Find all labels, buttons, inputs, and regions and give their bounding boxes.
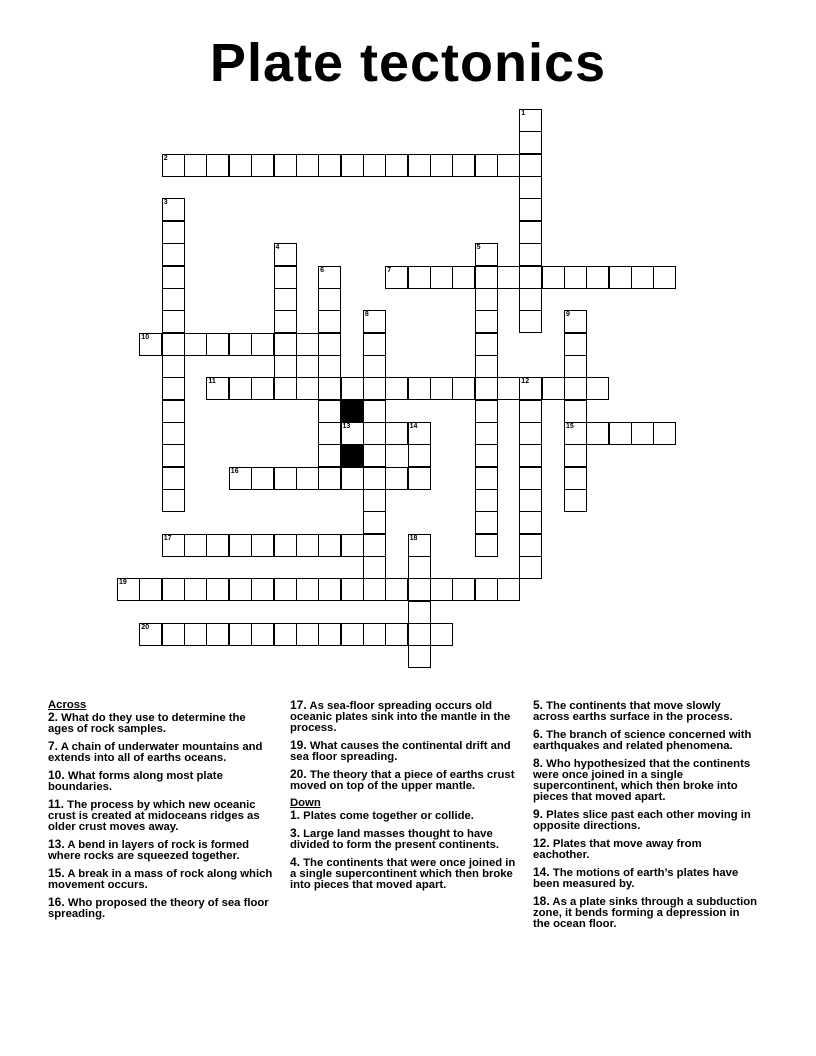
- grid-cell[interactable]: [251, 623, 274, 646]
- grid-cell[interactable]: [318, 444, 341, 467]
- grid-cell[interactable]: [519, 176, 542, 199]
- grid-cell[interactable]: [519, 198, 542, 221]
- down-clue: [533, 896, 759, 930]
- clue-label: 12.: [533, 836, 550, 850]
- down-clue: [533, 809, 759, 832]
- grid-cell[interactable]: [408, 578, 431, 601]
- grid-cell[interactable]: [274, 355, 297, 378]
- grid-cell[interactable]: [408, 623, 431, 646]
- grid-cell[interactable]: [162, 422, 185, 445]
- grid-cell[interactable]: [162, 154, 185, 177]
- grid-cell[interactable]: [296, 578, 319, 601]
- grid-cell[interactable]: [475, 310, 498, 333]
- grid-cell[interactable]: [296, 333, 319, 356]
- clue-label: 5.: [533, 698, 544, 712]
- grid-cell[interactable]: [162, 333, 185, 356]
- across-clue: [290, 740, 516, 763]
- clue-text: Who proposed the theory of sea floor spreading.: [48, 897, 269, 920]
- clue-label: 17.: [290, 698, 307, 712]
- clue-text: What do they use to determine the ages of rock samples.: [48, 712, 246, 735]
- grid-cell[interactable]: [363, 154, 386, 177]
- grid-cell[interactable]: [274, 467, 297, 490]
- grid-cell[interactable]: [475, 333, 498, 356]
- grid-cell[interactable]: [519, 221, 542, 244]
- grid-cell[interactable]: [274, 310, 297, 333]
- grid-cell[interactable]: [385, 154, 408, 177]
- grid-cell[interactable]: [341, 534, 364, 557]
- grid-cell[interactable]: [162, 578, 185, 601]
- grid-cell[interactable]: [564, 266, 587, 289]
- clue-text: As a plate sinks through a subduction zone, it bends forming a depression in the ocean floor.: [533, 896, 758, 930]
- clue-label: 10.: [48, 768, 65, 782]
- grid-cell[interactable]: [318, 422, 341, 445]
- down-clue: [533, 838, 759, 861]
- grid-cell[interactable]: [162, 355, 185, 378]
- grid-cell[interactable]: [206, 154, 229, 177]
- across-clue: [290, 700, 516, 734]
- grid-cell[interactable]: [296, 154, 319, 177]
- grid-cell[interactable]: [363, 623, 386, 646]
- grid-cell[interactable]: [363, 444, 386, 467]
- grid-cell[interactable]: [408, 266, 431, 289]
- grid-cell[interactable]: [475, 511, 498, 534]
- grid-cell[interactable]: [564, 444, 587, 467]
- grid-cell[interactable]: [408, 556, 431, 579]
- clue-number: 6: [320, 266, 324, 274]
- grid-cell[interactable]: [162, 198, 185, 221]
- grid-cell[interactable]: [430, 623, 453, 646]
- grid-cell[interactable]: [184, 534, 207, 557]
- grid-cell[interactable]: [564, 467, 587, 490]
- grid-cell[interactable]: [341, 154, 364, 177]
- grid-cell[interactable]: [229, 154, 252, 177]
- down-clue: [290, 828, 516, 851]
- grid-cell[interactable]: [162, 288, 185, 311]
- grid-cell[interactable]: [274, 266, 297, 289]
- grid-cell[interactable]: [631, 422, 654, 445]
- grid-cell[interactable]: [341, 422, 364, 445]
- grid-cell[interactable]: [519, 154, 542, 177]
- clue-label: 11.: [48, 797, 65, 811]
- clue-text: A bend in layers of rock is formed where rocks are squeezed together.: [48, 839, 250, 862]
- grid-cell[interactable]: [296, 623, 319, 646]
- grid-cell[interactable]: [251, 578, 274, 601]
- grid-cell[interactable]: [251, 467, 274, 490]
- grid-cell[interactable]: [385, 623, 408, 646]
- grid-cell[interactable]: [251, 377, 274, 400]
- grid-cell[interactable]: [586, 377, 609, 400]
- clue-number: 16: [230, 467, 239, 475]
- clue-label: 18.: [533, 894, 550, 908]
- grid-cell[interactable]: [274, 377, 297, 400]
- clue-number: 14: [409, 422, 418, 430]
- grid-cell[interactable]: [162, 266, 185, 289]
- clue-text: What forms along most plate boundaries.: [48, 770, 223, 793]
- grid-cell[interactable]: [452, 266, 475, 289]
- grid-cell[interactable]: [139, 623, 162, 646]
- grid-cell[interactable]: [206, 377, 229, 400]
- grid-cell[interactable]: [296, 467, 319, 490]
- grid-cell[interactable]: [408, 444, 431, 467]
- grid-cell[interactable]: [162, 489, 185, 512]
- clue-text: A break in a mass of rock along which movement occurs.: [48, 868, 273, 891]
- grid-cell[interactable]: [408, 422, 431, 445]
- grid-cell[interactable]: [475, 377, 498, 400]
- grid-cell[interactable]: [318, 333, 341, 356]
- across-clue: [48, 770, 274, 793]
- grid-cell[interactable]: [475, 489, 498, 512]
- grid-cell[interactable]: [296, 377, 319, 400]
- grid-cell[interactable]: [318, 310, 341, 333]
- grid-cell[interactable]: [318, 266, 341, 289]
- grid-cell[interactable]: [274, 333, 297, 356]
- across-clue: [48, 897, 274, 920]
- grid-cell[interactable]: [341, 578, 364, 601]
- grid-cell[interactable]: [318, 400, 341, 423]
- grid-cell[interactable]: [274, 623, 297, 646]
- grid-cell[interactable]: [586, 266, 609, 289]
- grid-cell[interactable]: [475, 400, 498, 423]
- clue-text: The theory that a piece of earths crust moved on top of the upper mantle.: [290, 769, 515, 792]
- clue-column-1: [48, 700, 274, 926]
- grid-cell[interactable]: [229, 578, 252, 601]
- clue-number: 19: [119, 579, 127, 587]
- grid-cell[interactable]: [341, 467, 364, 490]
- clue-number: 4: [275, 244, 280, 252]
- grid-cell[interactable]: [162, 467, 185, 490]
- black-cell: [341, 400, 364, 423]
- down-clue: [533, 729, 759, 752]
- grid-cell[interactable]: [475, 288, 498, 311]
- grid-cell[interactable]: [653, 422, 676, 445]
- clue-number: 8: [364, 311, 369, 319]
- grid-cell[interactable]: [519, 243, 542, 266]
- grid-cell[interactable]: [363, 534, 386, 557]
- grid-cell[interactable]: [229, 377, 252, 400]
- grid-cell[interactable]: [385, 422, 408, 445]
- grid-cell[interactable]: [452, 377, 475, 400]
- grid-cell[interactable]: [117, 578, 140, 601]
- grid-cell[interactable]: [542, 266, 565, 289]
- grid-cell[interactable]: [184, 623, 207, 646]
- grid-cell[interactable]: [519, 377, 542, 400]
- clue-text: The branch of science concerned with earthquakes and related phenomena.: [533, 729, 752, 752]
- grid-cell[interactable]: [229, 467, 252, 490]
- grid-cell[interactable]: [274, 288, 297, 311]
- grid-cell[interactable]: [475, 444, 498, 467]
- grid-cell[interactable]: [519, 422, 542, 445]
- clue-number: 3: [163, 199, 168, 207]
- grid-cell[interactable]: [452, 578, 475, 601]
- grid-cell[interactable]: [408, 601, 431, 624]
- down-header: Down: [290, 797, 321, 809]
- grid-cell[interactable]: [475, 422, 498, 445]
- grid-cell[interactable]: [318, 377, 341, 400]
- clue-text: Large land masses thought to have divided to form the present continents.: [290, 828, 500, 851]
- grid-cell[interactable]: [363, 355, 386, 378]
- clue-text: As sea-floor spreading occurs old oceanic plates sink into the mantle in the process.: [290, 700, 511, 734]
- grid-cell[interactable]: [564, 333, 587, 356]
- grid-cell[interactable]: [318, 154, 341, 177]
- grid-cell[interactable]: [162, 243, 185, 266]
- grid-cell[interactable]: [385, 377, 408, 400]
- grid-cell[interactable]: [519, 288, 542, 311]
- grid-cell[interactable]: [408, 645, 431, 668]
- grid-cell[interactable]: [385, 578, 408, 601]
- grid-cell[interactable]: [229, 623, 252, 646]
- across-clue: [48, 741, 274, 764]
- grid-cell[interactable]: [206, 333, 229, 356]
- grid-cell[interactable]: [363, 511, 386, 534]
- grid-cell[interactable]: [519, 266, 542, 289]
- grid-cell[interactable]: [318, 623, 341, 646]
- grid-cell[interactable]: [586, 422, 609, 445]
- grid-cell[interactable]: [251, 333, 274, 356]
- grid-cell[interactable]: [475, 534, 498, 557]
- clue-number: 13: [342, 422, 351, 430]
- grid-cell[interactable]: [139, 333, 162, 356]
- clue-number: 12: [521, 378, 530, 386]
- grid-cell[interactable]: [184, 154, 207, 177]
- grid-cell[interactable]: [564, 489, 587, 512]
- grid-cell[interactable]: [497, 377, 520, 400]
- clue-label: 8.: [533, 756, 544, 770]
- grid-cell[interactable]: [363, 578, 386, 601]
- grid-cell[interactable]: [296, 534, 319, 557]
- grid-cell[interactable]: [564, 310, 587, 333]
- grid-cell[interactable]: [519, 131, 542, 154]
- grid-cell[interactable]: [206, 623, 229, 646]
- clue-label: 19.: [290, 738, 307, 752]
- clue-number: 18: [409, 534, 418, 542]
- grid-cell[interactable]: [653, 266, 676, 289]
- clue-text: Plates that move away from eachother.: [533, 838, 702, 861]
- grid-cell[interactable]: [318, 467, 341, 490]
- clue-column-3: [533, 700, 759, 936]
- grid-cell[interactable]: [497, 154, 520, 177]
- down-clue: [533, 758, 759, 803]
- clue-number: 5: [476, 244, 481, 252]
- grid-cell[interactable]: [318, 534, 341, 557]
- grid-cell[interactable]: [519, 444, 542, 467]
- grid-cell[interactable]: [162, 534, 185, 557]
- grid-cell[interactable]: [564, 377, 587, 400]
- grid-cell[interactable]: [363, 467, 386, 490]
- down-clue: [533, 700, 759, 723]
- clue-number: 15: [566, 422, 574, 430]
- grid-cell[interactable]: [609, 266, 632, 289]
- across-clue: [48, 839, 274, 862]
- grid-cell[interactable]: [363, 400, 386, 423]
- clue-label: 20.: [290, 767, 307, 781]
- clue-label: 1.: [290, 808, 301, 822]
- grid-cell[interactable]: [341, 623, 364, 646]
- clue-number: 17: [163, 534, 172, 542]
- grid-cell[interactable]: [274, 578, 297, 601]
- grid-cell[interactable]: [251, 534, 274, 557]
- clue-label: 14.: [533, 865, 550, 879]
- grid-cell[interactable]: [564, 355, 587, 378]
- clue-number: 20: [141, 624, 150, 632]
- clue-number: 10: [141, 333, 150, 341]
- clue-label: 7.: [48, 739, 59, 753]
- grid-cell[interactable]: [564, 400, 587, 423]
- clue-column-2: [290, 700, 516, 897]
- clue-text: What causes the continental drift and sea floor spreading.: [290, 740, 511, 763]
- grid-cell[interactable]: [229, 333, 252, 356]
- grid-cell[interactable]: [162, 377, 185, 400]
- grid-cell[interactable]: [274, 534, 297, 557]
- grid-cell[interactable]: [363, 422, 386, 445]
- across-header: Across: [48, 699, 87, 711]
- grid-cell[interactable]: [139, 578, 162, 601]
- grid-cell[interactable]: [363, 310, 386, 333]
- grid-cell[interactable]: [385, 467, 408, 490]
- clue-number: 1: [521, 110, 526, 117]
- grid-cell[interactable]: [519, 511, 542, 534]
- grid-cell[interactable]: [519, 534, 542, 557]
- clue-label: 16.: [48, 895, 65, 909]
- clue-label: 2.: [48, 710, 59, 724]
- grid-cell[interactable]: [631, 266, 654, 289]
- grid-cell[interactable]: [184, 578, 207, 601]
- across-clue: [48, 799, 274, 833]
- grid-cell[interactable]: [318, 355, 341, 378]
- grid-cell[interactable]: [430, 266, 453, 289]
- grid-cell[interactable]: [542, 377, 565, 400]
- down-clue: [290, 857, 516, 891]
- grid-cell[interactable]: [162, 623, 185, 646]
- clue-number: 9: [566, 311, 570, 319]
- clue-label: 3.: [290, 826, 301, 840]
- grid-cell[interactable]: [363, 333, 386, 356]
- clue-text: Who hypothesized that the continents were once joined in a single supercontinent, which then broke into pieces that moved apart.: [533, 758, 751, 803]
- clue-label: 6.: [533, 727, 544, 741]
- grid-cell[interactable]: [430, 578, 453, 601]
- clue-label: 15.: [48, 866, 65, 880]
- across-clue: [290, 769, 516, 792]
- grid-cell[interactable]: [385, 266, 408, 289]
- grid-cell[interactable]: [184, 333, 207, 356]
- across-clue: [48, 868, 274, 891]
- grid-cell[interactable]: [475, 154, 498, 177]
- clue-text: Plates come together or collide.: [300, 810, 474, 822]
- clue-label: 9.: [533, 807, 544, 821]
- grid-cell[interactable]: [497, 266, 520, 289]
- grid-cell[interactable]: [162, 221, 185, 244]
- down-clue: [290, 810, 516, 822]
- grid-cell[interactable]: [408, 467, 431, 490]
- grid-cell[interactable]: [274, 154, 297, 177]
- clue-text: The continents that were once joined in a single supercontinent which then broke into pieces that moved apart.: [290, 857, 516, 891]
- grid-cell[interactable]: [318, 288, 341, 311]
- grid-cell[interactable]: [408, 534, 431, 557]
- grid-cell[interactable]: [475, 243, 498, 266]
- grid-cell[interactable]: [162, 310, 185, 333]
- clue-text: The motions of earth’s plates have been measured by.: [533, 867, 739, 890]
- grid-cell[interactable]: [162, 444, 185, 467]
- grid-cell[interactable]: [408, 154, 431, 177]
- grid-cell[interactable]: [564, 422, 587, 445]
- clue-label: 4.: [290, 855, 301, 869]
- down-clue: [533, 867, 759, 890]
- grid-cell[interactable]: [229, 534, 252, 557]
- grid-cell[interactable]: [318, 578, 341, 601]
- grid-cell[interactable]: [475, 266, 498, 289]
- grid-cell[interactable]: [251, 154, 274, 177]
- black-cell: [341, 444, 364, 467]
- grid-cell[interactable]: [274, 243, 297, 266]
- clue-text: The process by which new oceanic crust is created at midoceans ridges as older crust moves away.: [48, 799, 260, 833]
- grid-cell[interactable]: [162, 400, 185, 423]
- grid-cell[interactable]: [519, 400, 542, 423]
- clue-number: 2: [163, 154, 168, 162]
- clue-number: 7: [387, 266, 392, 274]
- page-title: Plate tectonics: [209, 33, 607, 93]
- grid-cell[interactable]: [609, 422, 632, 445]
- clue-label: 13.: [48, 837, 65, 851]
- clue-text: The continents that move slowly across earths surface in the process.: [533, 700, 733, 723]
- grid-cell[interactable]: [519, 556, 542, 579]
- grid-cell[interactable]: [519, 310, 542, 333]
- grid-cell[interactable]: [475, 355, 498, 378]
- grid-cell[interactable]: [408, 377, 431, 400]
- grid-cell[interactable]: [341, 377, 364, 400]
- grid-cell[interactable]: [363, 489, 386, 512]
- grid-cell[interactable]: [519, 489, 542, 512]
- grid-cell[interactable]: [206, 534, 229, 557]
- clue-text: A chain of underwater mountains and extends into all of earths oceans.: [48, 741, 263, 764]
- clue-text: Plates slice past each other moving in opposite directions.: [533, 809, 751, 832]
- grid-cell[interactable]: [206, 578, 229, 601]
- grid-cell[interactable]: [363, 377, 386, 400]
- grid-cell[interactable]: [363, 556, 386, 579]
- across-clue: [48, 712, 274, 735]
- grid-cell[interactable]: [452, 154, 475, 177]
- grid-cell[interactable]: [519, 109, 542, 132]
- grid-cell[interactable]: [475, 467, 498, 490]
- grid-cell[interactable]: [497, 578, 520, 601]
- grid-cell[interactable]: [430, 377, 453, 400]
- grid-cell[interactable]: [475, 578, 498, 601]
- grid-cell[interactable]: [519, 467, 542, 490]
- grid-cell[interactable]: [430, 154, 453, 177]
- clue-number: 11: [208, 378, 216, 386]
